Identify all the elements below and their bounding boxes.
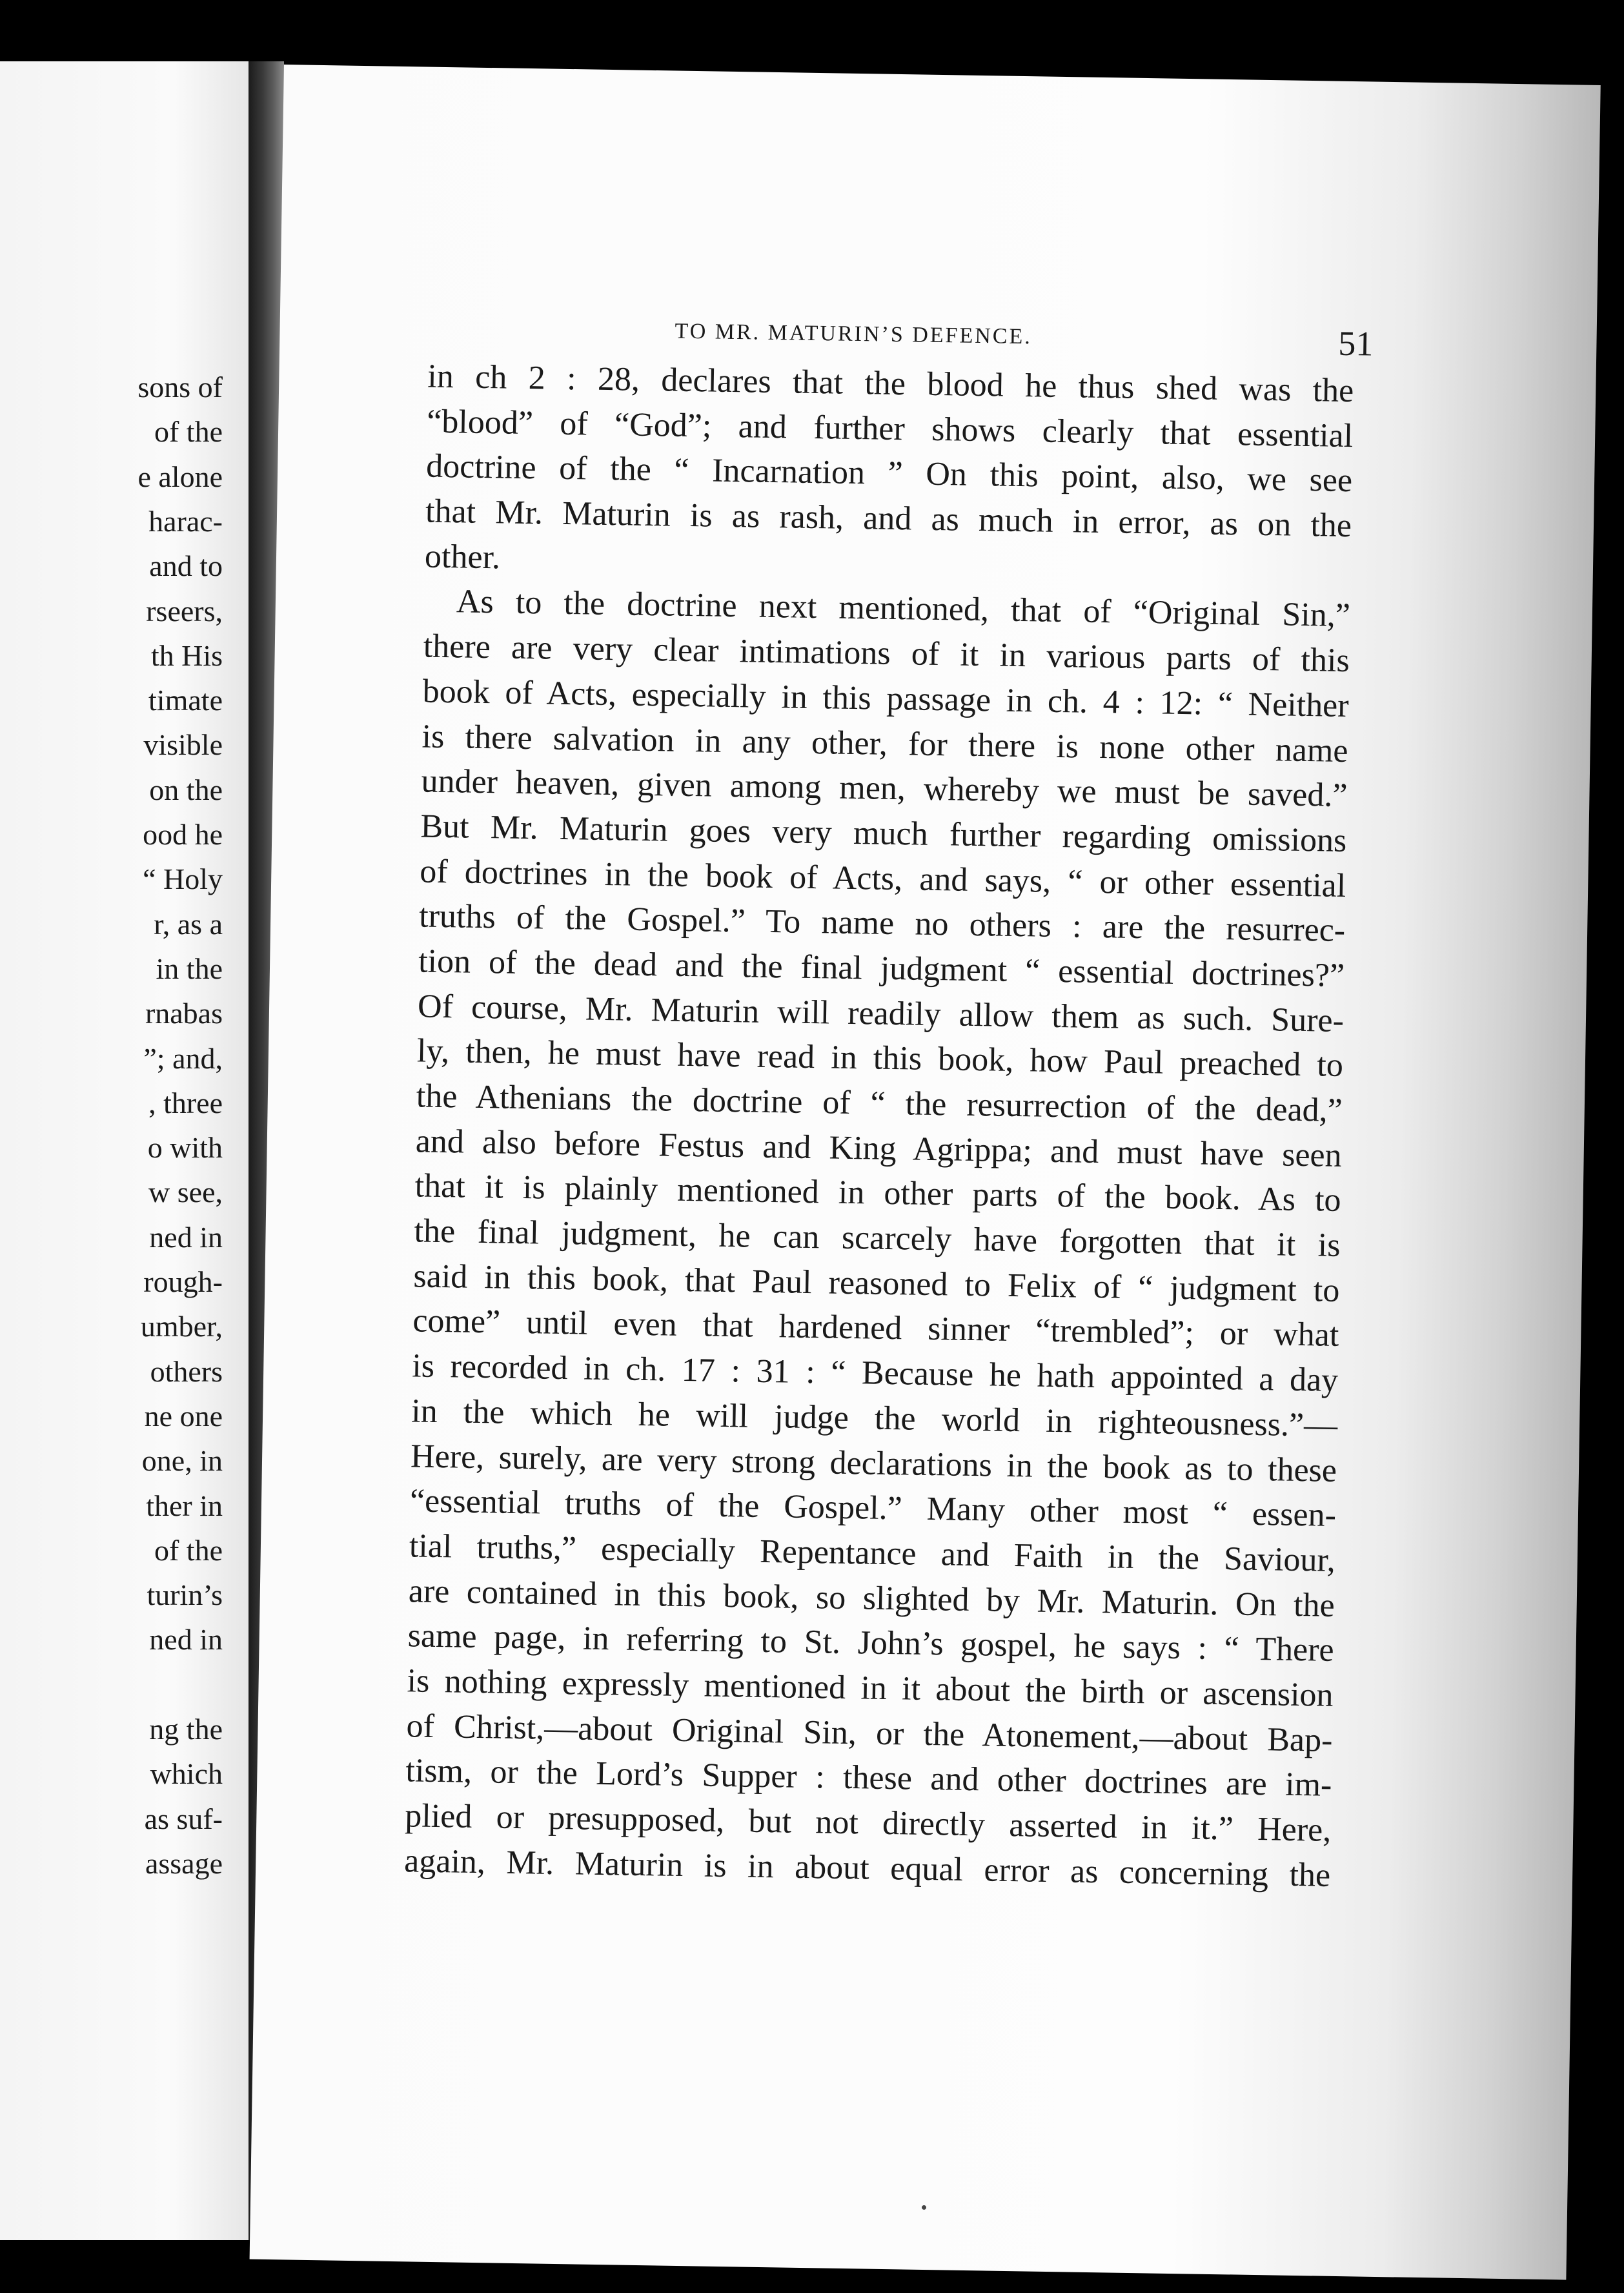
text-line-content: same page, in referring to St. John’s gospel, he says : “ There [407, 1617, 1335, 1669]
text-line-content: under heaven, given among men, whereby we must be saved.” [421, 762, 1348, 815]
text-line-content: the final judgment, he can scarcely have forgotten that it is [414, 1212, 1341, 1264]
text-line-content: Of course, Mr. Maturin will readily allow them as such. Sure- [417, 988, 1345, 1039]
text-line-content: said in this book, that Paul reasoned to Felix of “ judgment to [413, 1258, 1340, 1309]
text-line-content: are contained in this book, so slighted by Mr. Maturin. On the [408, 1572, 1335, 1624]
page-number: 51 [1337, 323, 1374, 363]
left-page-line: r, as a [154, 907, 223, 941]
left-page-line: ”; and, [143, 1041, 223, 1075]
left-page-line: rough- [143, 1265, 223, 1298]
text-line-content: in the which he will judge the world in righteousness.”— [411, 1392, 1338, 1444]
running-head: TO MR. MATURIN’S DEFENCE. [675, 319, 1033, 349]
left-page-line: e alone [137, 460, 223, 493]
left-page-line: w see, [148, 1176, 223, 1209]
text-line-content: Here, surely, are very strong declarations in the book as to these [410, 1437, 1337, 1489]
left-page-line: of the [154, 415, 223, 449]
left-page-line: and to [149, 549, 223, 583]
paper-speck [922, 2205, 926, 2210]
text-line-content: is nothing expressly mentioned in it about the birth or ascension [407, 1662, 1334, 1714]
left-page-line: of the [154, 1533, 223, 1567]
text-line-content: But Mr. Maturin goes very much further regarding omissions [420, 808, 1347, 859]
text-line-content: “essential truths of the Gospel.” Many other most “ essen- [409, 1482, 1337, 1534]
left-page-line: ned in [149, 1623, 223, 1656]
text-line-content: tion of the dead and the final judgment “ essential doctrines?” [418, 943, 1345, 994]
left-page-line: others [150, 1354, 223, 1388]
text-line-content: that it is plainly mentioned in other parts of the book. As to [414, 1167, 1342, 1219]
text-line-content: As to the doctrine next mentioned, that of “Original Sin,” [456, 583, 1351, 635]
left-facing-page [0, 61, 249, 2240]
left-page-line: umber, [140, 1310, 223, 1343]
text-line-content: and also before Festus and King Agrippa; and must have seen [415, 1123, 1343, 1174]
left-page-line: harac- [148, 504, 223, 538]
text-line-content: book of Acts, especially in this passage in ch. 4 : 12: “ Neither [422, 673, 1350, 724]
text-line-content: in ch 2 : 28, declares that the blood he thus shed was the [427, 358, 1354, 410]
left-page-line: ng the [149, 1713, 223, 1746]
text-line-content: the Athenians the doctrine of “ the resurrection of the dead,” [416, 1077, 1343, 1129]
left-page-line: rseers, [146, 594, 223, 627]
text-line-content: doctrine of the “ Incarnation ” On this point, also, we see [425, 447, 1353, 500]
left-page-line: turin’s [147, 1578, 223, 1612]
left-page-line: ne one [144, 1399, 223, 1432]
left-page-line: one, in [141, 1444, 223, 1478]
text-line-content: ly, then, he must have read in this book, how Paul preached to [416, 1032, 1344, 1085]
text-line-content: plied or presupposed, but not directly asserted in it.” Here, [404, 1797, 1332, 1849]
left-page-line: in the [156, 952, 223, 985]
text-line-content: of Christ,—about Original Sin, or the Atonement,—about Bap- [406, 1707, 1333, 1759]
left-page-line: o with [147, 1131, 223, 1165]
text-line-content: of doctrines in the book of Acts, and says, “ or other essential [419, 853, 1346, 904]
text-line-content: is recorded in ch. 17 : 31 : “ Because he hath appointed a day [411, 1347, 1339, 1400]
left-page-line: sons of [137, 371, 223, 403]
left-page-line: ned in [149, 1220, 223, 1254]
text-line-content: that Mr. Maturin is as rash, and as much in error, as on the [425, 493, 1352, 545]
text-line-content: come” until even that hardened sinner “trembled”; or what [412, 1302, 1339, 1354]
left-page-line: as suf- [144, 1802, 223, 1835]
text-line-content: tism, or the Lord’s Supper : these and other doctrines are im- [405, 1752, 1332, 1804]
body-text [404, 354, 1354, 1899]
left-page-line: , three [148, 1086, 223, 1119]
left-page-line: ther in [146, 1489, 223, 1522]
left-page-line: visible [143, 728, 223, 762]
left-page-line: ood he [143, 818, 223, 851]
left-page-line: on the [149, 773, 223, 806]
text-line-content: is there salvation in any other, for there is none other name [421, 717, 1348, 769]
left-page-line: which [150, 1757, 223, 1791]
text-line-content: other. [424, 538, 501, 576]
left-page-line: “ Holy [143, 862, 223, 896]
left-page-line: rnabas [145, 997, 223, 1030]
text-line-content: again, Mr. Maturin is in about equal error as concerning the [403, 1842, 1331, 1894]
left-page-line: timate [148, 684, 223, 717]
right-page [250, 65, 1601, 2280]
text-line-content: truths of the Gospel.” To name no others : are the resurrec- [418, 897, 1346, 950]
left-page-line: th His [150, 638, 223, 672]
text-line-content: there are very clear intimations of it in various parts of this [423, 627, 1350, 680]
text-line-content: tial truths,” especially Repentance and Faith in the Saviour, [409, 1527, 1336, 1579]
left-page-line: assage [145, 1846, 223, 1880]
text-line-content: “blood” of “God”; and further shows clearly that essential [426, 403, 1354, 454]
